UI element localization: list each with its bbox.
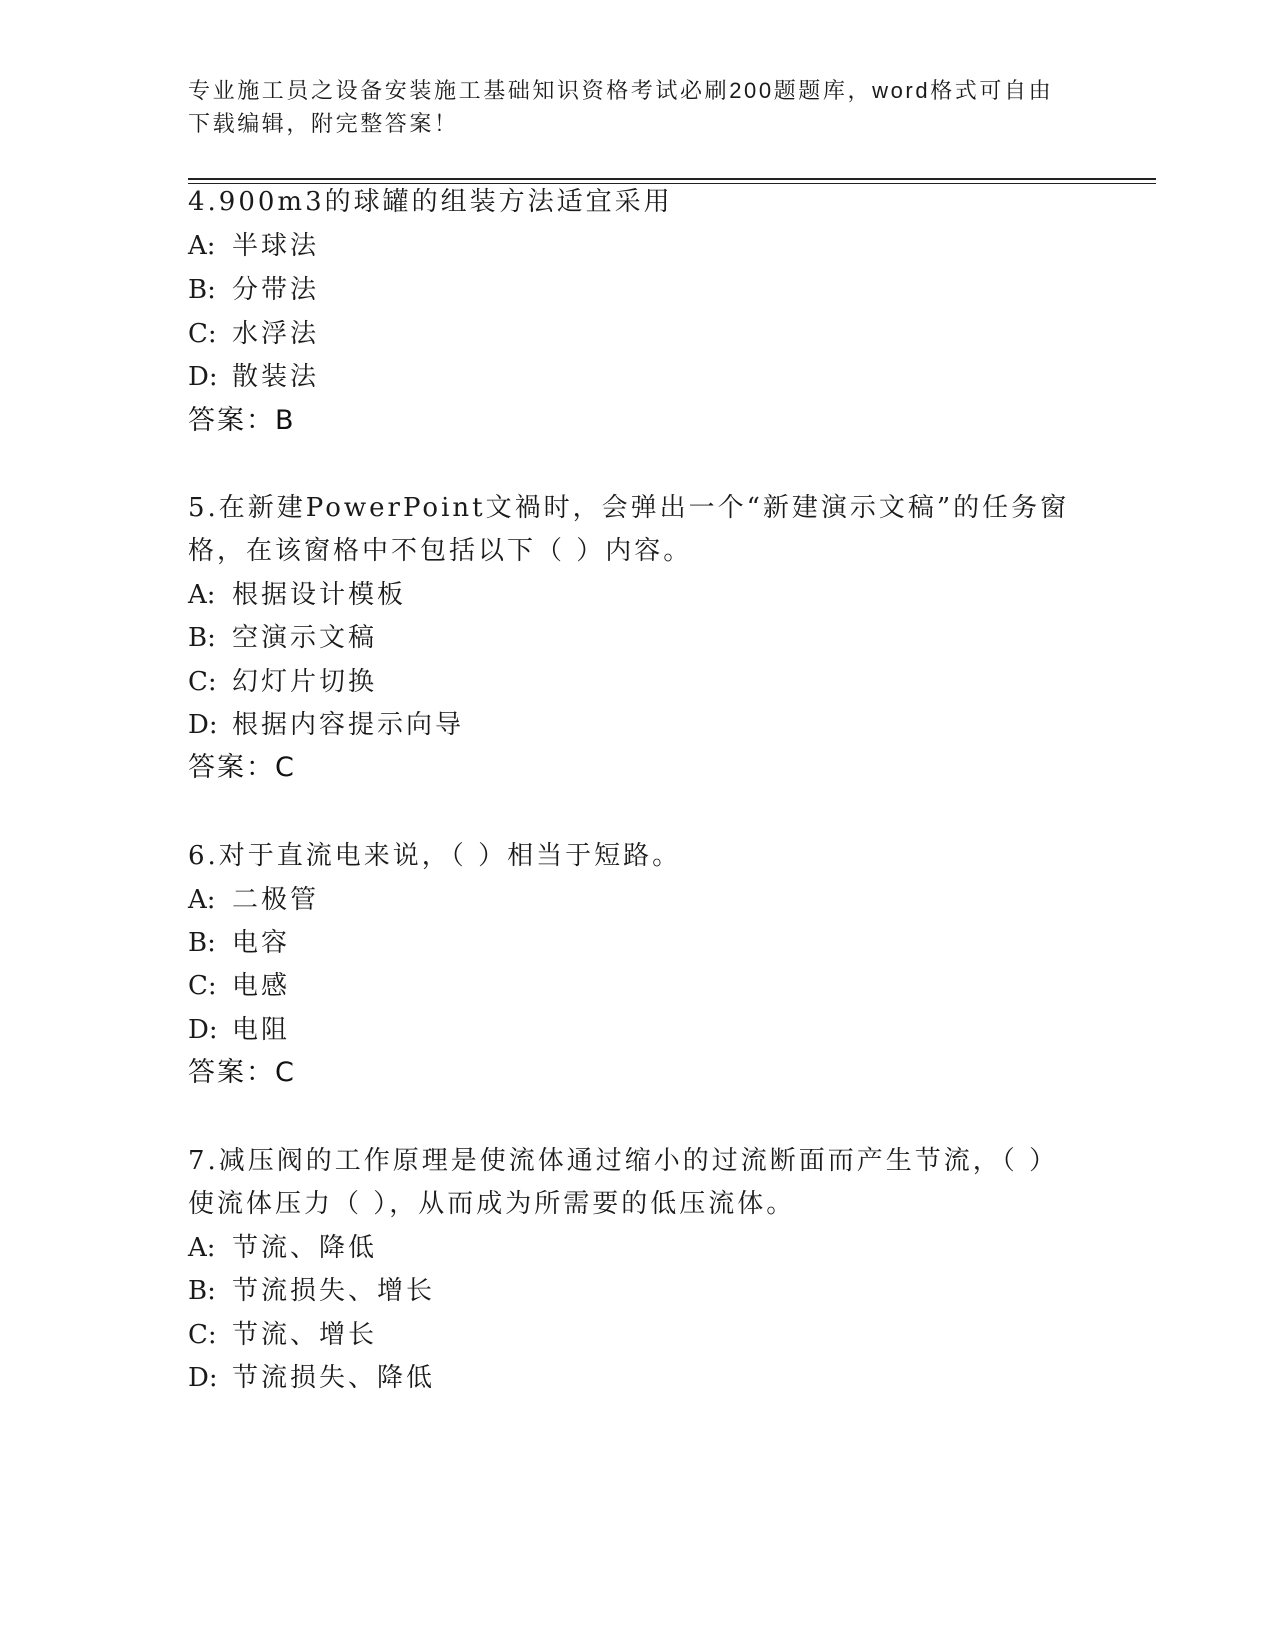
option-text: 二极管 [232, 885, 320, 915]
option-text: 根据内容提示向导 [232, 710, 465, 740]
header-line-1: 专业施工员之设备安装施工基础知识资格考试必刷200题题库，word格式可自由 [188, 78, 1054, 103]
question-4-option-d [188, 361, 319, 393]
question-6-option-b [188, 927, 290, 959]
question-5-option-b [188, 622, 377, 654]
header-line-2: 下载编辑，附完整答案！ [188, 111, 459, 136]
document-header [188, 74, 1088, 140]
question-6-option-d [188, 1014, 290, 1046]
option-text: 根据设计模板 [232, 580, 407, 610]
question-6-answer: 答案：C [188, 1057, 296, 1088]
question-4-stem: 4.900m3的球罐的组装方法适宜采用 [188, 187, 673, 217]
option-letter: D: [188, 362, 218, 392]
question-7-option-a [188, 1232, 377, 1264]
option-text: 半球法 [232, 231, 320, 261]
option-letter: C: [188, 971, 217, 1001]
question-4-option-b [188, 274, 319, 306]
question-7-stem-line-2: 使流体压力（ ），从而成为所需要的低压流体。 [188, 1189, 796, 1219]
question-5-option-a [188, 579, 406, 611]
question-6-option-c [188, 970, 290, 1002]
option-letter: B: [188, 928, 216, 958]
option-text: 电容 [232, 928, 291, 958]
option-text: 节流、降低 [232, 1233, 378, 1263]
option-letter: B: [188, 623, 216, 653]
question-5-answer: 答案：C [188, 752, 296, 783]
question-4-option-a [188, 230, 319, 262]
option-text: 散装法 [232, 362, 320, 392]
option-letter: C: [188, 319, 217, 349]
question-5-stem-line-1: 5.在新建PowerPoint文禍时，会弹出一个“新建演示文稿”的任务窗 [188, 493, 1070, 523]
question-7-option-c [188, 1319, 377, 1351]
option-text: 水浮法 [232, 319, 320, 349]
question-6-option-a [188, 884, 319, 916]
option-text: 电感 [232, 971, 291, 1001]
header-divider-thin [188, 183, 1156, 184]
question-5-option-d [188, 709, 464, 741]
option-letter: B: [188, 1276, 216, 1306]
question-4-option-c [188, 318, 319, 350]
question-5-option-c [188, 666, 377, 698]
option-letter: A: [188, 580, 216, 610]
header-divider-thick [188, 178, 1156, 180]
question-7-option-b [188, 1275, 435, 1307]
question-7-stem-line-1: 7.减压阀的工作原理是使流体通过缩小的过流断面而产生节流，（ ） [188, 1146, 1059, 1176]
option-letter: A: [188, 1233, 216, 1263]
question-7-option-d [188, 1362, 435, 1394]
option-letter: D: [188, 1363, 218, 1393]
option-text: 节流、增长 [232, 1320, 378, 1350]
option-letter: A: [188, 231, 216, 261]
option-text: 电阻 [232, 1015, 291, 1045]
question-6-stem: 6.对于直流电来说，（ ）相当于短路。 [188, 841, 682, 871]
option-text: 节流损失、增长 [232, 1276, 436, 1306]
question-5-stem-line-2: 格，在该窗格中不包括以下（ ）内容。 [188, 536, 693, 566]
question-4-answer: 答案：B [188, 405, 296, 436]
option-text: 分带法 [232, 275, 320, 305]
option-letter: C: [188, 1320, 217, 1350]
option-letter: D: [188, 710, 218, 740]
option-text: 空演示文稿 [232, 623, 378, 653]
option-text: 幻灯片切换 [232, 667, 378, 697]
option-letter: A: [188, 885, 216, 915]
option-letter: B: [188, 275, 216, 305]
option-text: 节流损失、降低 [232, 1363, 436, 1393]
option-letter: D: [188, 1015, 218, 1045]
option-letter: C: [188, 667, 217, 697]
